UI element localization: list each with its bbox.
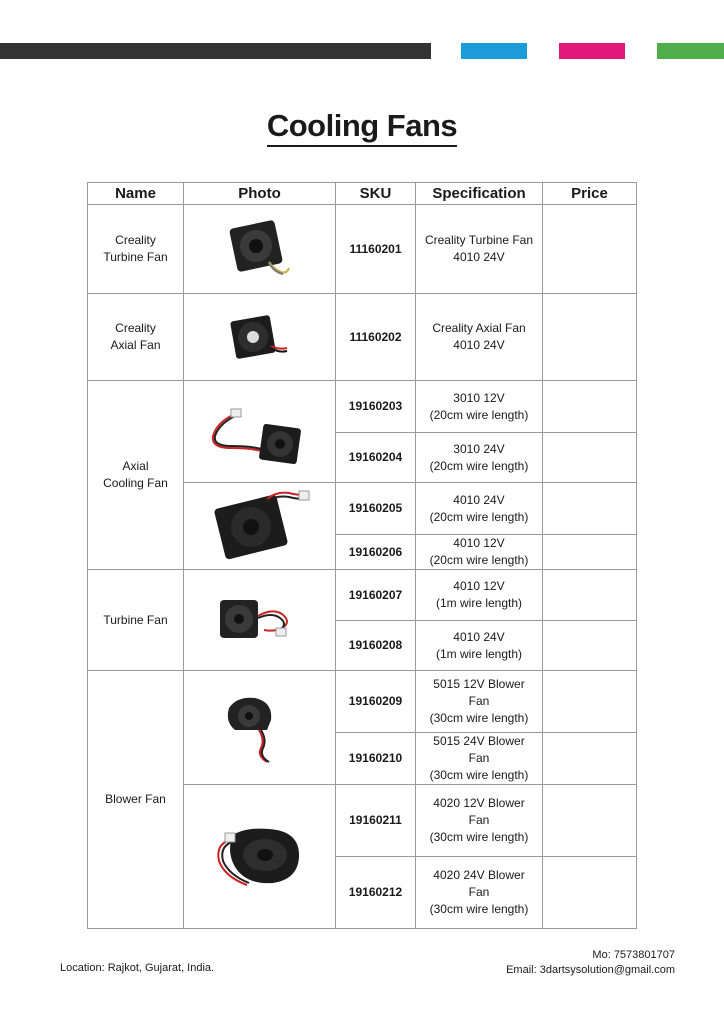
blower-fan-4020-photo <box>205 809 315 905</box>
name-cell: Turbine Fan <box>88 570 184 671</box>
sku-cell: 19160204 <box>336 433 416 483</box>
spec-cell: 4010 12V (1m wire length) <box>416 570 543 621</box>
price-cell <box>543 785 637 857</box>
price-cell <box>543 483 637 535</box>
footer-mobile: Mo: 7573801707 <box>592 949 675 961</box>
photo-cell <box>184 483 336 570</box>
sku-cell: 19160212 <box>336 857 416 929</box>
spec-cell: 4010 24V (20cm wire length) <box>416 483 543 535</box>
spec-cell: 4020 24V Blower Fan (30cm wire length) <box>416 857 543 929</box>
name-cell: Blower Fan <box>88 671 184 929</box>
price-cell <box>543 205 637 294</box>
header-bar-magenta <box>559 43 625 59</box>
table-header-row <box>88 183 637 205</box>
price-cell <box>543 621 637 671</box>
spec-cell: 4010 12V (20cm wire length) <box>416 535 543 570</box>
name-cell: Creality Turbine Fan <box>88 205 184 294</box>
price-cell <box>543 570 637 621</box>
axial-fan-photo <box>225 312 295 362</box>
spec-cell: 3010 24V (20cm wire length) <box>416 433 543 483</box>
table-row <box>88 570 637 621</box>
header-photo: Photo <box>184 183 336 205</box>
turbine-fan-wired-photo <box>210 592 310 648</box>
table-row <box>88 205 637 294</box>
spec-cell: 5015 12V Blower Fan (30cm wire length) <box>416 671 543 733</box>
header-bar-green <box>657 43 724 59</box>
photo-cell <box>184 205 336 294</box>
axial-fan-4010-photo <box>205 485 315 567</box>
sku-cell: 11160201 <box>336 205 416 294</box>
name-cell: Creality Axial Fan <box>88 294 184 381</box>
sku-cell: 19160211 <box>336 785 416 857</box>
header-bar-cyan <box>461 43 527 59</box>
footer-email: Email: 3dartsysolution@gmail.com <box>506 964 675 976</box>
product-table <box>87 182 637 929</box>
sku-cell: 11160202 <box>336 294 416 381</box>
photo-cell <box>184 785 336 929</box>
footer-location: Location: Rajkot, Gujarat, India. <box>60 962 215 974</box>
spec-cell: 4020 12V Blower Fan (30cm wire length) <box>416 785 543 857</box>
sku-cell: 19160203 <box>336 381 416 433</box>
photo-cell <box>184 570 336 671</box>
header-spec: Specification <box>416 183 543 205</box>
price-cell <box>543 671 637 733</box>
price-cell <box>543 433 637 483</box>
photo-cell <box>184 381 336 483</box>
spec-cell: 4010 24V (1m wire length) <box>416 621 543 671</box>
page-title <box>0 108 724 144</box>
table-row <box>88 671 637 733</box>
footer-contact <box>506 948 675 978</box>
sku-cell: 19160210 <box>336 733 416 785</box>
sku-cell: 19160205 <box>336 483 416 535</box>
sku-cell: 19160208 <box>336 621 416 671</box>
price-cell <box>543 857 637 929</box>
price-cell <box>543 381 637 433</box>
table-row <box>88 294 637 381</box>
header-bar-dark <box>0 43 431 59</box>
photo-cell <box>184 294 336 381</box>
sku-cell: 19160206 <box>336 535 416 570</box>
blower-fan-5015-photo <box>215 686 305 770</box>
table-row <box>88 381 637 433</box>
header-price: Price <box>543 183 637 205</box>
price-cell <box>543 294 637 381</box>
sku-cell: 19160209 <box>336 671 416 733</box>
spec-cell: Creality Axial Fan 4010 24V <box>416 294 543 381</box>
price-cell <box>543 535 637 570</box>
page-title-text: Cooling Fans <box>267 108 457 147</box>
axial-fan-3010-photo <box>205 392 315 472</box>
spec-cell: 3010 12V (20cm wire length) <box>416 381 543 433</box>
spec-cell: 5015 24V Blower Fan (30cm wire length) <box>416 733 543 785</box>
spec-cell: Creality Turbine Fan 4010 24V <box>416 205 543 294</box>
price-cell <box>543 733 637 785</box>
name-cell: Axial Cooling Fan <box>88 381 184 570</box>
header-sku: SKU <box>336 183 416 205</box>
sku-cell: 19160207 <box>336 570 416 621</box>
turbine-fan-photo <box>225 216 295 282</box>
header-name: Name <box>88 183 184 205</box>
photo-cell <box>184 671 336 785</box>
